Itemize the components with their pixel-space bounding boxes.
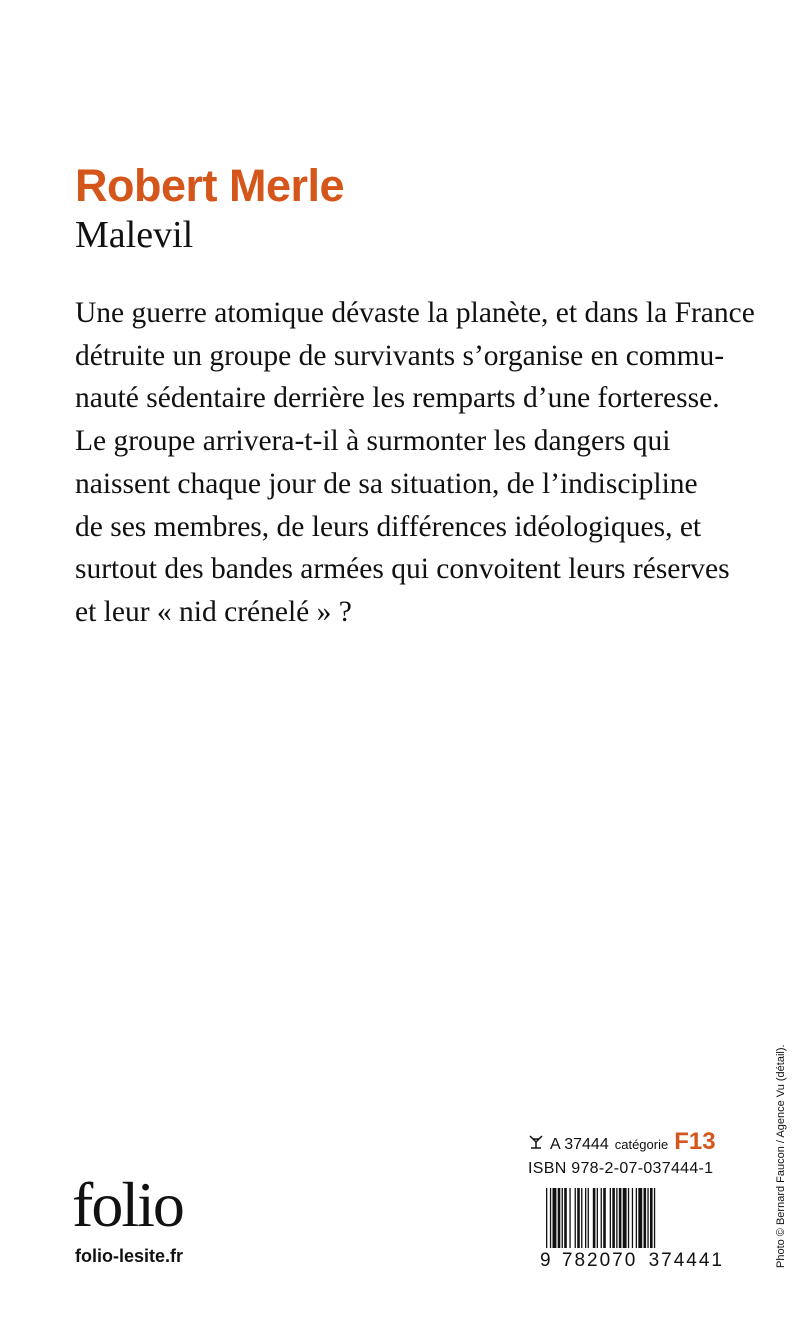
barcode-group-1: 782070 (561, 1250, 638, 1271)
barcode-bar (585, 1188, 586, 1248)
barcode-group-2: 374441 (648, 1250, 724, 1271)
barcode-bar (619, 1188, 622, 1248)
catalog-code: A 37444 (550, 1136, 609, 1153)
barcode-bar (654, 1188, 655, 1248)
barcode-digits (540, 1250, 724, 1272)
author-name: Robert Merle (75, 160, 345, 211)
barcode-bar (588, 1188, 589, 1248)
barcode-bar (546, 1188, 547, 1248)
barcode-bar (628, 1188, 629, 1248)
barcode-bar (558, 1188, 561, 1248)
barcode-bar (593, 1188, 596, 1248)
barcode-bar (575, 1188, 576, 1248)
catalog-line (528, 1128, 728, 1156)
barcode-bar (647, 1188, 648, 1248)
folio-logo: folio (72, 1169, 183, 1240)
barcode-bar (623, 1188, 627, 1248)
blurb-line: Le groupe arrivera-t-il à surmonter les dangers qui (75, 425, 671, 458)
barcode-lead-digit: 9 (540, 1250, 551, 1271)
category-code: F13 (674, 1128, 716, 1155)
publisher-website: folio-lesite.fr (75, 1246, 184, 1266)
barcode-bar (644, 1188, 647, 1248)
barcode-bar (597, 1188, 598, 1248)
barcode-bar (603, 1188, 606, 1248)
publisher-mark-icon (528, 1133, 544, 1149)
blurb-line: Une guerre atomique dévaste la planète, et dans la France (75, 297, 755, 329)
barcode-bar (581, 1188, 582, 1248)
barcode-bar (562, 1188, 563, 1248)
barcode-bar (612, 1188, 615, 1248)
blurb-line: de ses membres, de leurs différences idéologiques, et (75, 510, 702, 543)
barcode-bar (569, 1188, 570, 1248)
barcode-bar (632, 1188, 633, 1248)
isbn: ISBN 978-2-07-037444-1 (528, 1160, 714, 1177)
photo-credit: Photo © Bernard Faucon / Agence Vu (détail). (775, 1044, 787, 1268)
barcode (540, 1188, 724, 1252)
barcode-bar (564, 1188, 567, 1248)
blurb-line: naissent chaque jour de sa situation, de l’indiscipline (75, 467, 698, 500)
barcode-bar (650, 1188, 653, 1248)
barcode-bar (577, 1188, 580, 1248)
blurb (75, 292, 755, 634)
barcode-bar (616, 1188, 617, 1248)
barcode-bar (550, 1188, 551, 1248)
blurb-line: nauté sédentaire derrière les remparts d’une forteresse. (75, 382, 720, 415)
blurb-line: et leur « nid crénelé » ? (75, 595, 352, 628)
barcode-bar (601, 1188, 602, 1248)
blurb-line: surtout des bandes armées qui convoitent leurs réserves (75, 553, 730, 586)
barcode-bar (636, 1188, 637, 1248)
barcode-bar (638, 1188, 642, 1248)
category-label: catégorie (614, 1137, 669, 1152)
barcode-bar (553, 1188, 557, 1248)
catalog-info (528, 1128, 728, 1178)
book-title: Malevil (75, 214, 194, 256)
barcode-bar (610, 1188, 611, 1248)
blurb-line: détruite un groupe de survivants s’organise en commu- (75, 339, 725, 372)
